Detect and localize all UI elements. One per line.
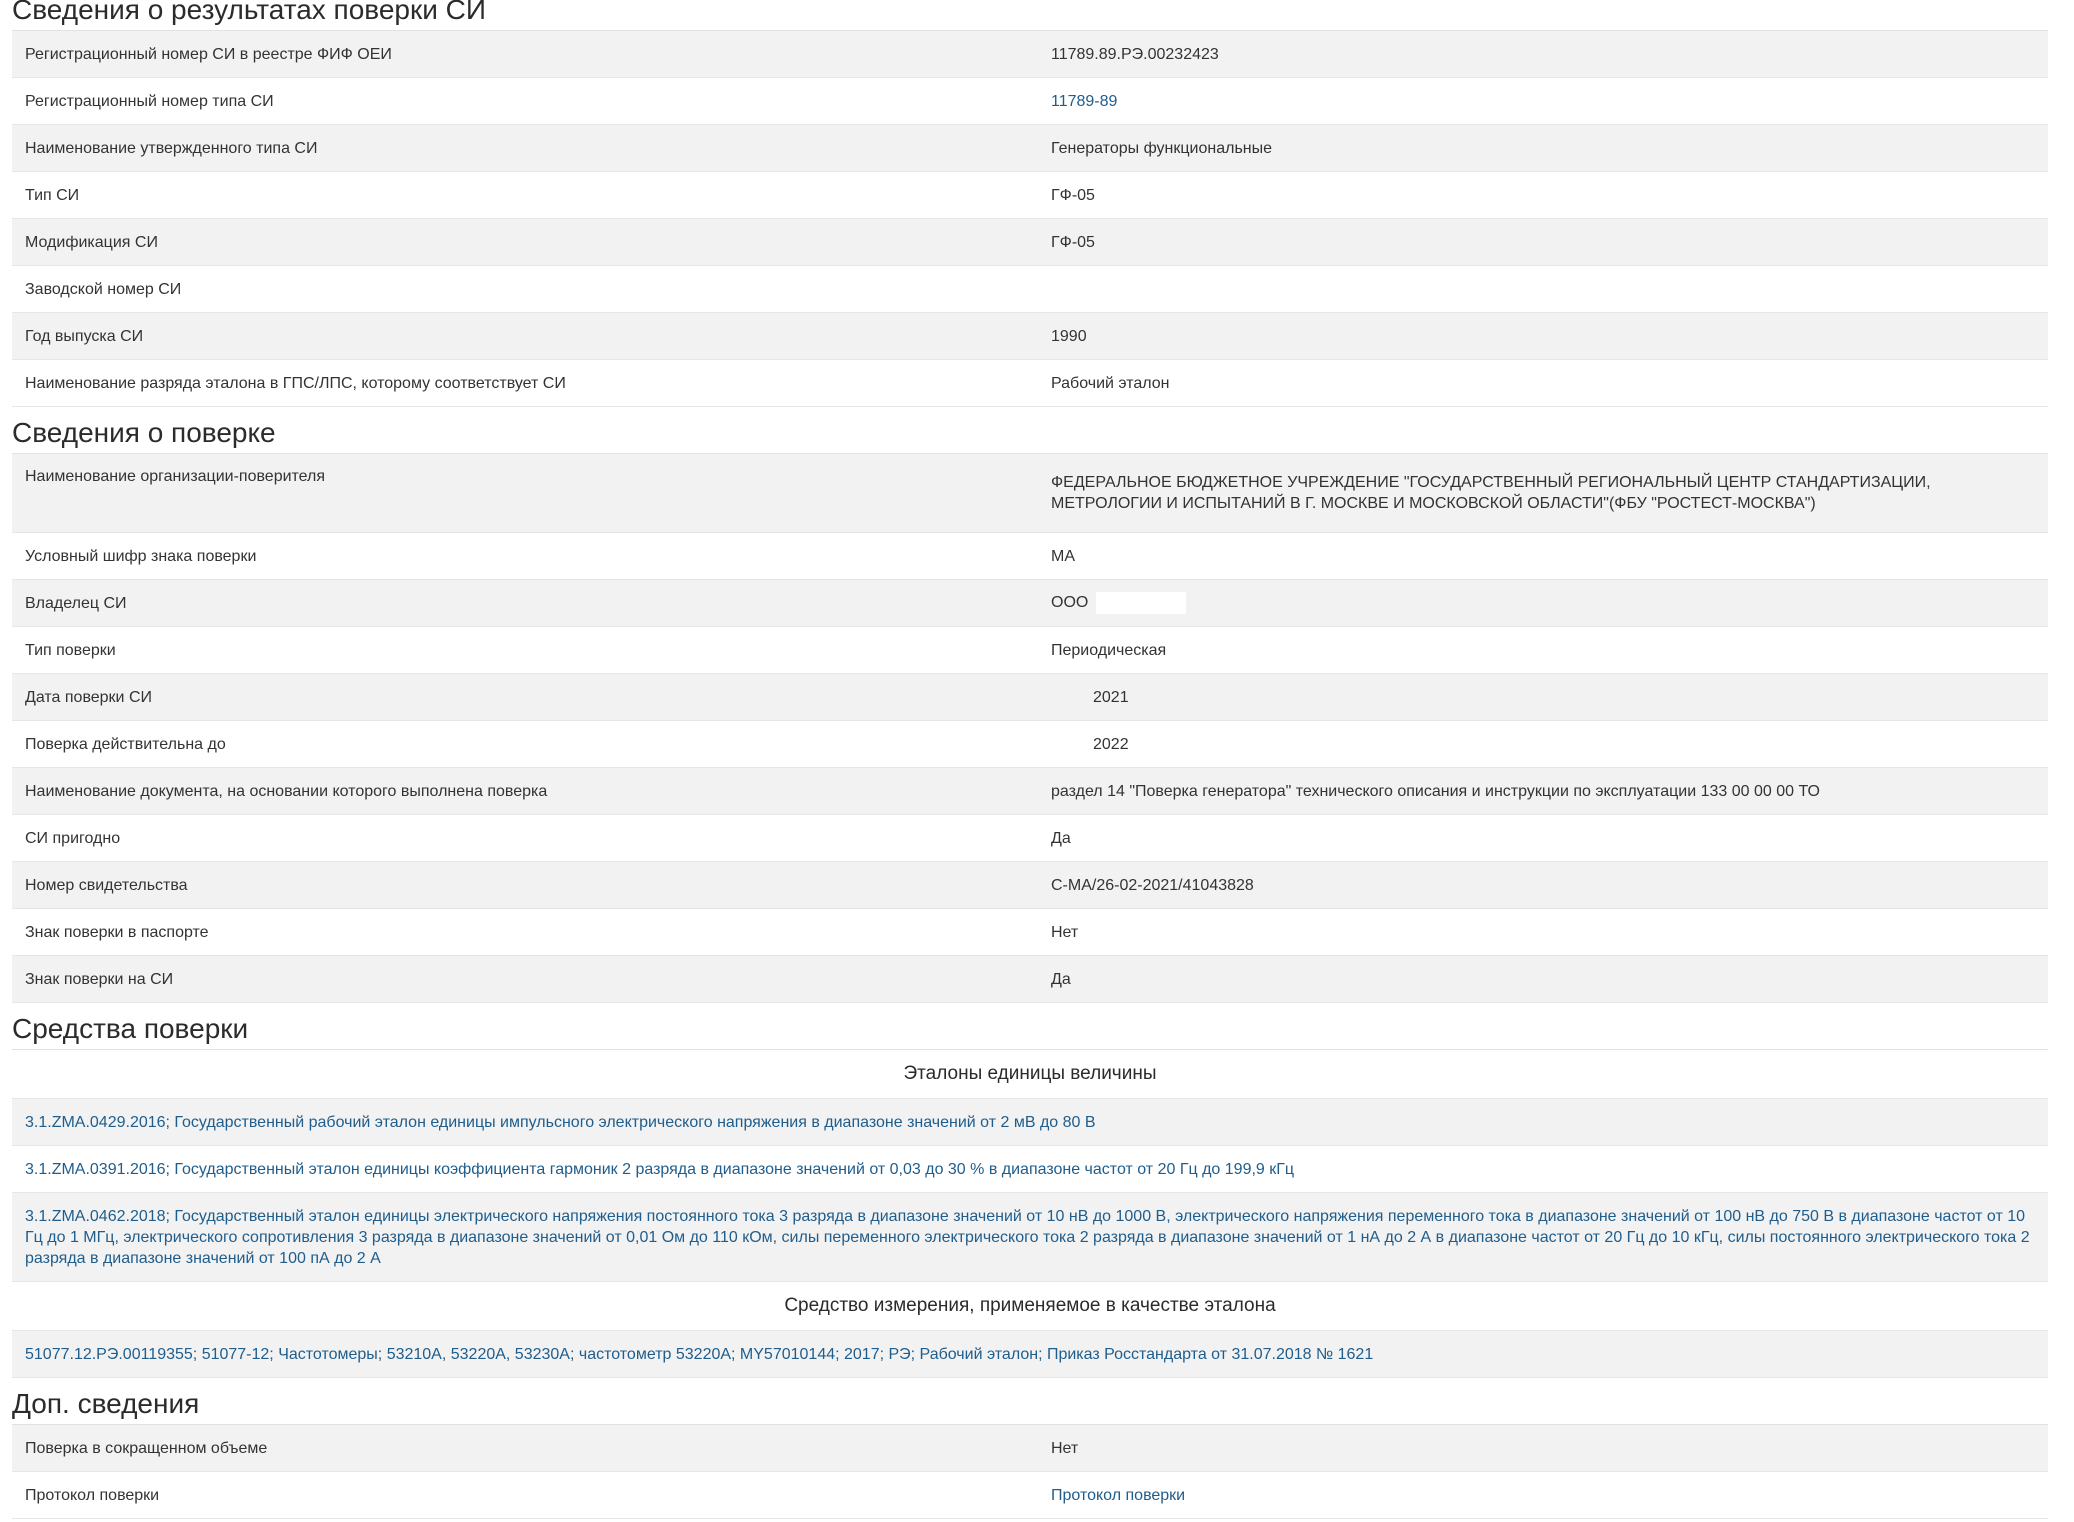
list-item	[12, 1099, 2048, 1146]
valid-until-value: 2022	[1093, 735, 1129, 753]
table-row: Заводской номер СИ	[12, 266, 2048, 313]
standard-link[interactable]: 3.1.ZMA.0462.2018; Государственный эталон единицы электрического напряжения постоянного тока 3 разряда в диапазоне значений от 10 нВ до 1000 В, электрического напряжения переменного тока в диапазоне значений от 100 нВ до 750 В в диапазоне частот от 10 Гц до 1 МГц, электрического сопротивления 3 разряда в диапазоне значений от 0,01 Ом до 110 кОм, силы переменного электрического тока 2 разряда в диапазоне значений от 1 нА до 2 А в диапазоне частот от 20 Гц до 10 кГц, силы постоянного электрического тока 2 разряда в диапазоне значений от 100 пА до 2 А	[25, 1207, 2030, 1267]
table-row: Наименование разряда эталона в ГПС/ЛПС, которому соответствует СИ Рабочий эталон	[12, 360, 2048, 407]
standard-link[interactable]: 3.1.ZMA.0391.2016; Государственный эталон единицы коэффициента гармоник 2 разряда в диапазоне значений от 0,03 до 30 % в диапазоне частот от 20 Гц до 199,9 кГц	[25, 1160, 1295, 1178]
list-item	[12, 1146, 2048, 1193]
table-row: Наименование организации-поверителя ФЕДЕРАЛЬНОЕ БЮДЖЕТНОЕ УЧРЕЖДЕНИЕ "ГОСУДАРСТВЕННЫЙ РЕГИОНАЛЬНЫЙ ЦЕНТР СТАНДАРТИЗАЦИИ, МЕТРОЛОГИИ И ИСПЫТАНИЙ В Г. МОСКВЕ И МОСКОВСКОЙ ОБЛАСТИ"(ФБУ "РОСТЕСТ-МОСКВА")	[12, 454, 2048, 533]
standard-link[interactable]: 3.1.ZMA.0429.2016; Государственный рабочий эталон единицы импульсного электрического напряжения в диапазоне значений от 2 мВ до 80 В	[25, 1113, 1096, 1131]
verification-date-value: 2021	[1093, 688, 1129, 706]
table-row: Тип СИ ГФ-05	[12, 172, 2048, 219]
table-row: Условный шифр знака поверки МА	[12, 533, 2048, 580]
redaction	[1096, 592, 1186, 614]
list-item	[12, 1193, 2048, 1282]
instrument-link[interactable]: 51077.12.РЭ.00119355; 51077-12; Частотомеры; 53210A, 53220A, 53230A; частотометр 53220A; MY57010144; 2017; РЭ; Рабочий эталон; Приказ Росстандарта от 31.07.2018 № 1621	[25, 1345, 1374, 1363]
type-number-link[interactable]: 11789-89	[1051, 92, 1118, 110]
list-item	[12, 1331, 2048, 1378]
standards-heading: Эталоны единицы величины	[12, 1050, 2048, 1099]
results-table	[12, 31, 2048, 407]
table-row: Регистрационный номер типа СИ 11789-89	[12, 78, 2048, 125]
table-row: Номер свидетельства С-МА/26-02-2021/41043828	[12, 862, 2048, 909]
table-row: Знак поверки на СИ Да	[12, 956, 2048, 1003]
page	[12, 0, 2048, 1519]
table-row: Наименование утвержденного типа СИ Генераторы функциональные	[12, 125, 2048, 172]
section-title-verification: Сведения о поверке	[12, 407, 2048, 454]
table-row: Владелец СИ ООО	[12, 580, 2048, 627]
table-row: Знак поверки в паспорте Нет	[12, 909, 2048, 956]
table-row: Дата поверки СИ 2021	[12, 674, 2048, 721]
table-row: Регистрационный номер СИ в реестре ФИФ ОЕИ 11789.89.РЭ.00232423	[12, 31, 2048, 78]
table-row: Наименование документа, на основании которого выполнена поверка раздел 14 "Поверка генератора" технического описания и инструкции по эксплуатации 133 00 00 00 ТО	[12, 768, 2048, 815]
table-row: Протокол поверки Протокол поверки	[12, 1472, 2048, 1519]
protocol-link[interactable]: Протокол поверки	[1051, 1486, 1186, 1504]
extra-table	[12, 1425, 2048, 1519]
section-title-extra: Доп. сведения	[12, 1378, 2048, 1425]
verification-table	[12, 454, 2048, 1003]
table-row: Поверка действительна до 2022	[12, 721, 2048, 768]
owner-value: ООО	[1051, 594, 1089, 612]
table-row: СИ пригодно Да	[12, 815, 2048, 862]
table-row: Год выпуска СИ 1990	[12, 313, 2048, 360]
table-row: Поверка в сокращенном объеме Нет	[12, 1425, 2048, 1472]
section-title-means: Средства поверки	[12, 1003, 2048, 1050]
table-row: Тип поверки Периодическая	[12, 627, 2048, 674]
section-title-results: Сведения о результатах поверки СИ	[12, 0, 2048, 31]
table-row: Модификация СИ ГФ-05	[12, 219, 2048, 266]
instrument-heading: Средство измерения, применяемое в качестве эталона	[12, 1282, 2048, 1331]
